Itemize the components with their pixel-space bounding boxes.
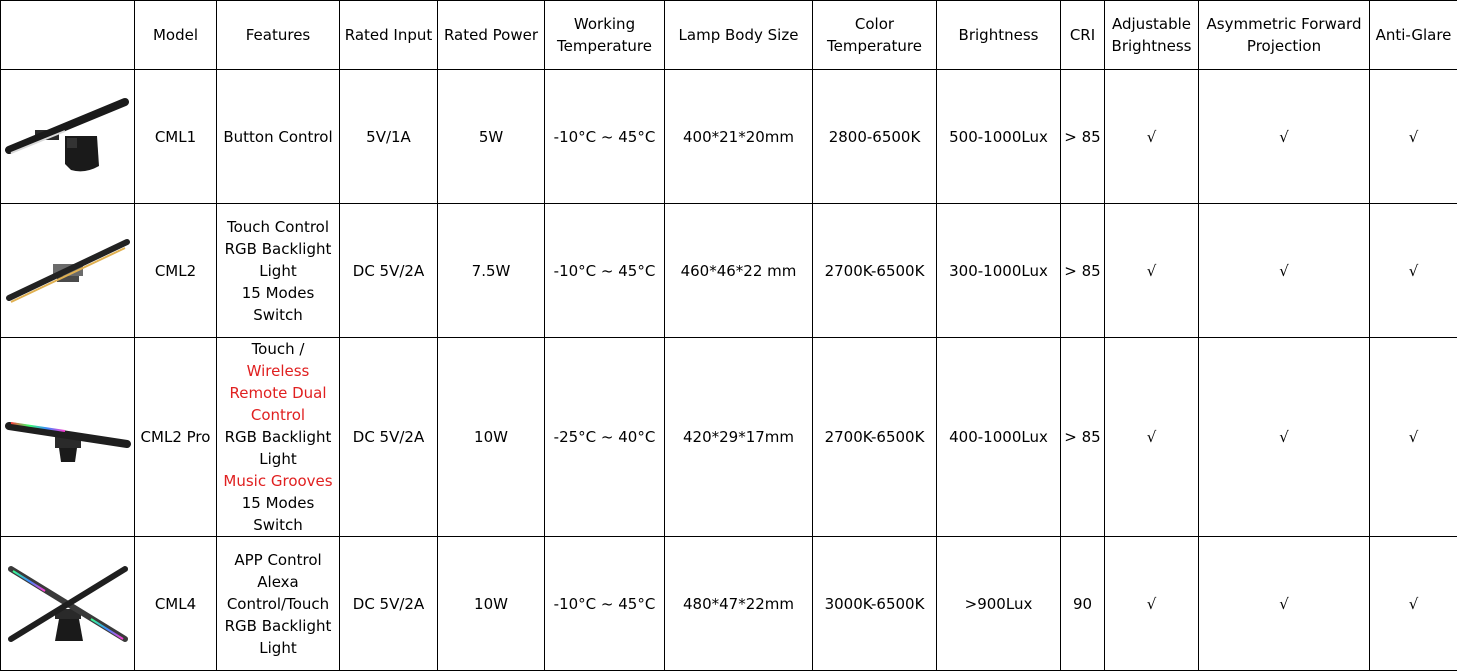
cell-asymmetric-forward-projection: √ <box>1199 70 1370 204</box>
cell-cri: 90 <box>1061 537 1105 671</box>
cell-adjustable-brightness: √ <box>1105 537 1199 671</box>
cell-color-temperature: 2700K-6500K <box>813 338 937 537</box>
cell-brightness: >900Lux <box>937 537 1061 671</box>
cell-working-temperature: -10°C ~ 45°C <box>545 204 665 338</box>
cell-brightness: 300-1000Lux <box>937 204 1061 338</box>
header-working-temperature: Working Temperature <box>545 1 665 70</box>
table-row <box>1 537 1457 671</box>
feature-line: Touch / <box>219 338 337 360</box>
header-cri: CRI <box>1061 1 1105 70</box>
feature-line: RGB Backlight <box>219 615 337 637</box>
cell-adjustable-brightness: √ <box>1105 204 1199 338</box>
cell-rated-power: 10W <box>438 537 545 671</box>
cell-color-temperature: 2800-6500K <box>813 70 937 204</box>
header-color-temperature: Color Temperature <box>813 1 937 70</box>
cell-brightness: 500-1000Lux <box>937 70 1061 204</box>
header-image <box>1 1 135 70</box>
cell-model: CML4 <box>135 537 217 671</box>
cell-asymmetric-forward-projection: √ <box>1199 204 1370 338</box>
cell-brightness: 400-1000Lux <box>937 338 1061 537</box>
cell-color-temperature: 3000K-6500K <box>813 537 937 671</box>
header-model: Model <box>135 1 217 70</box>
feature-line: Control/Touch <box>219 593 337 615</box>
cell-rated-input: 5V/1A <box>340 70 438 204</box>
cell-lamp-body-size: 460*46*22 mm <box>665 204 813 338</box>
feature-line: Light <box>219 637 337 659</box>
feature-line: Switch <box>219 514 337 536</box>
cell-features <box>217 338 340 537</box>
table-row <box>1 204 1457 338</box>
feature-line-highlight: Music Grooves <box>219 470 337 492</box>
product-image-cell <box>1 338 135 537</box>
cell-anti-glare: √ <box>1370 338 1457 537</box>
feature-line: Button Control <box>219 126 337 148</box>
cell-color-temperature: 2700K-6500K <box>813 204 937 338</box>
cell-rated-power: 5W <box>438 70 545 204</box>
header-rated-input: Rated Input <box>340 1 438 70</box>
cell-cri: > 85 <box>1061 204 1105 338</box>
feature-line: Touch Control <box>219 216 337 238</box>
feature-line: Light <box>219 260 337 282</box>
cell-adjustable-brightness: √ <box>1105 70 1199 204</box>
cell-model: CML1 <box>135 70 217 204</box>
header-brightness: Brightness <box>937 1 1061 70</box>
cell-adjustable-brightness: √ <box>1105 338 1199 537</box>
table-row <box>1 338 1457 537</box>
feature-line: Switch <box>219 304 337 326</box>
header-features: Features <box>217 1 340 70</box>
cell-working-temperature: -10°C ~ 45°C <box>545 70 665 204</box>
cell-model: CML2 Pro <box>135 338 217 537</box>
cell-rated-input: DC 5V/2A <box>340 338 438 537</box>
cell-features <box>217 204 340 338</box>
cell-lamp-body-size: 480*47*22mm <box>665 537 813 671</box>
monitor-light-bar-backlight-icon <box>5 226 131 316</box>
feature-line: Light <box>219 448 337 470</box>
monitor-light-bar-rgb-icon <box>5 392 131 482</box>
feature-line: 15 Modes <box>219 492 337 514</box>
cell-rated-power: 7.5W <box>438 204 545 338</box>
feature-line-highlight: Remote Dual <box>219 382 337 404</box>
table-header-row <box>1 1 1457 70</box>
header-lamp-body-size: Lamp Body Size <box>665 1 813 70</box>
cell-working-temperature: -10°C ~ 45°C <box>545 537 665 671</box>
cell-features <box>217 537 340 671</box>
product-image-cell <box>1 70 135 204</box>
header-adjustable-brightness: Adjustable Brightness <box>1105 1 1199 70</box>
cell-anti-glare: √ <box>1370 70 1457 204</box>
monitor-light-bar-dual-rgb-icon <box>5 559 131 649</box>
cell-asymmetric-forward-projection: √ <box>1199 338 1370 537</box>
product-image-cell <box>1 537 135 671</box>
cell-rated-input: DC 5V/2A <box>340 537 438 671</box>
cell-lamp-body-size: 400*21*20mm <box>665 70 813 204</box>
header-anti-glare: Anti-Glare <box>1370 1 1457 70</box>
table-row <box>1 70 1457 204</box>
feature-line-highlight: Control <box>219 404 337 426</box>
cell-anti-glare: √ <box>1370 204 1457 338</box>
feature-line: RGB Backlight <box>219 238 337 260</box>
header-asymmetric-forward-projection: Asymmetric Forward Projection <box>1199 1 1370 70</box>
cell-anti-glare: √ <box>1370 537 1457 671</box>
product-image-cell <box>1 204 135 338</box>
cell-rated-input: DC 5V/2A <box>340 204 438 338</box>
cell-lamp-body-size: 420*29*17mm <box>665 338 813 537</box>
cell-working-temperature: -25°C ~ 40°C <box>545 338 665 537</box>
feature-line: 15 Modes <box>219 282 337 304</box>
cell-rated-power: 10W <box>438 338 545 537</box>
cell-cri: > 85 <box>1061 338 1105 537</box>
feature-line: Alexa <box>219 571 337 593</box>
monitor-light-bar-clamp-icon <box>5 92 131 182</box>
header-rated-power: Rated Power <box>438 1 545 70</box>
cell-features <box>217 70 340 204</box>
cell-model: CML2 <box>135 204 217 338</box>
cell-cri: > 85 <box>1061 70 1105 204</box>
cell-asymmetric-forward-projection: √ <box>1199 537 1370 671</box>
feature-line-highlight: Wireless <box>219 360 337 382</box>
feature-line: RGB Backlight <box>219 426 337 448</box>
feature-line: APP Control <box>219 549 337 571</box>
